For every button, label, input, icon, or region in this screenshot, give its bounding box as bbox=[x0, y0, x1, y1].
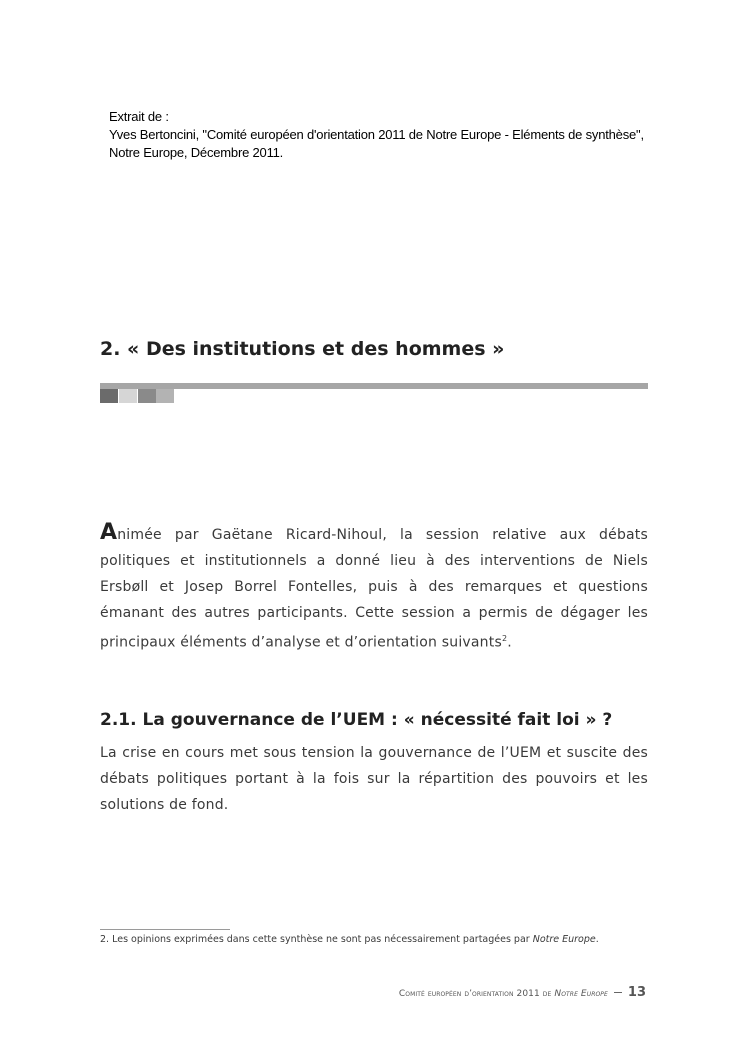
footnote bbox=[100, 934, 599, 945]
decorative-square-4 bbox=[156, 389, 174, 403]
excerpt-label: Extrait de : bbox=[109, 109, 169, 124]
excerpt-citation: Yves Bertoncini, "Comité européen d'orientation 2011 de Notre Europe - Eléments de synthèse", bbox=[109, 127, 644, 142]
footer-emphasis: Notre Europe bbox=[554, 989, 608, 999]
intro-text: nimée par Gaëtane Ricard-Nihoul, la session relative aux débats politiques et institutionnels a donné lieu à des interventions de Niels Ersbøll et Josep Borrel Fontelles, puis à des remarques et questions émanant des autres participants. Cette session a permis de dégager les principaux éléments d’analyse et d’orientation suivants bbox=[100, 527, 648, 651]
page-footer bbox=[399, 985, 646, 1000]
footnote-emphasis: Notre Europe bbox=[532, 934, 596, 945]
footnote-reference[interactable]: 2 bbox=[501, 634, 508, 643]
decorative-square-1 bbox=[100, 389, 118, 403]
drop-cap: A bbox=[100, 520, 118, 545]
decorative-square-2 bbox=[119, 389, 137, 403]
intro-paragraph bbox=[100, 520, 648, 656]
subsection-paragraph: La crise en cours met sous tension la gouvernance de l’UEM et suscite des débats politiques portant à la fois sur la répartition des pouvoirs et les solutions de fond. bbox=[100, 745, 648, 813]
intro-end: . bbox=[507, 634, 512, 651]
footer-text bbox=[399, 989, 608, 999]
footnote-text: Les opinions exprimées dans cette synthèse ne sont pas nécessairement partagées par bbox=[112, 934, 530, 945]
excerpt-publisher: Notre Europe, Décembre 2011. bbox=[109, 145, 284, 160]
excerpt-block bbox=[109, 108, 699, 162]
section-title: 2. « Des institutions et des hommes » bbox=[100, 338, 505, 360]
decorative-square-3 bbox=[138, 389, 156, 403]
footnote-number: 2. bbox=[100, 934, 110, 945]
footer-dash bbox=[614, 992, 622, 993]
footer-label: Comité européen d’orientation 2011 de bbox=[398, 989, 552, 999]
footnote-end: . bbox=[595, 934, 599, 945]
section-divider bbox=[100, 383, 648, 389]
footnote-divider bbox=[100, 929, 230, 930]
subsection-title: 2.1. La gouvernance de l’UEM : « nécessité fait loi » ? bbox=[100, 710, 613, 730]
page-number: 13 bbox=[627, 985, 646, 1000]
